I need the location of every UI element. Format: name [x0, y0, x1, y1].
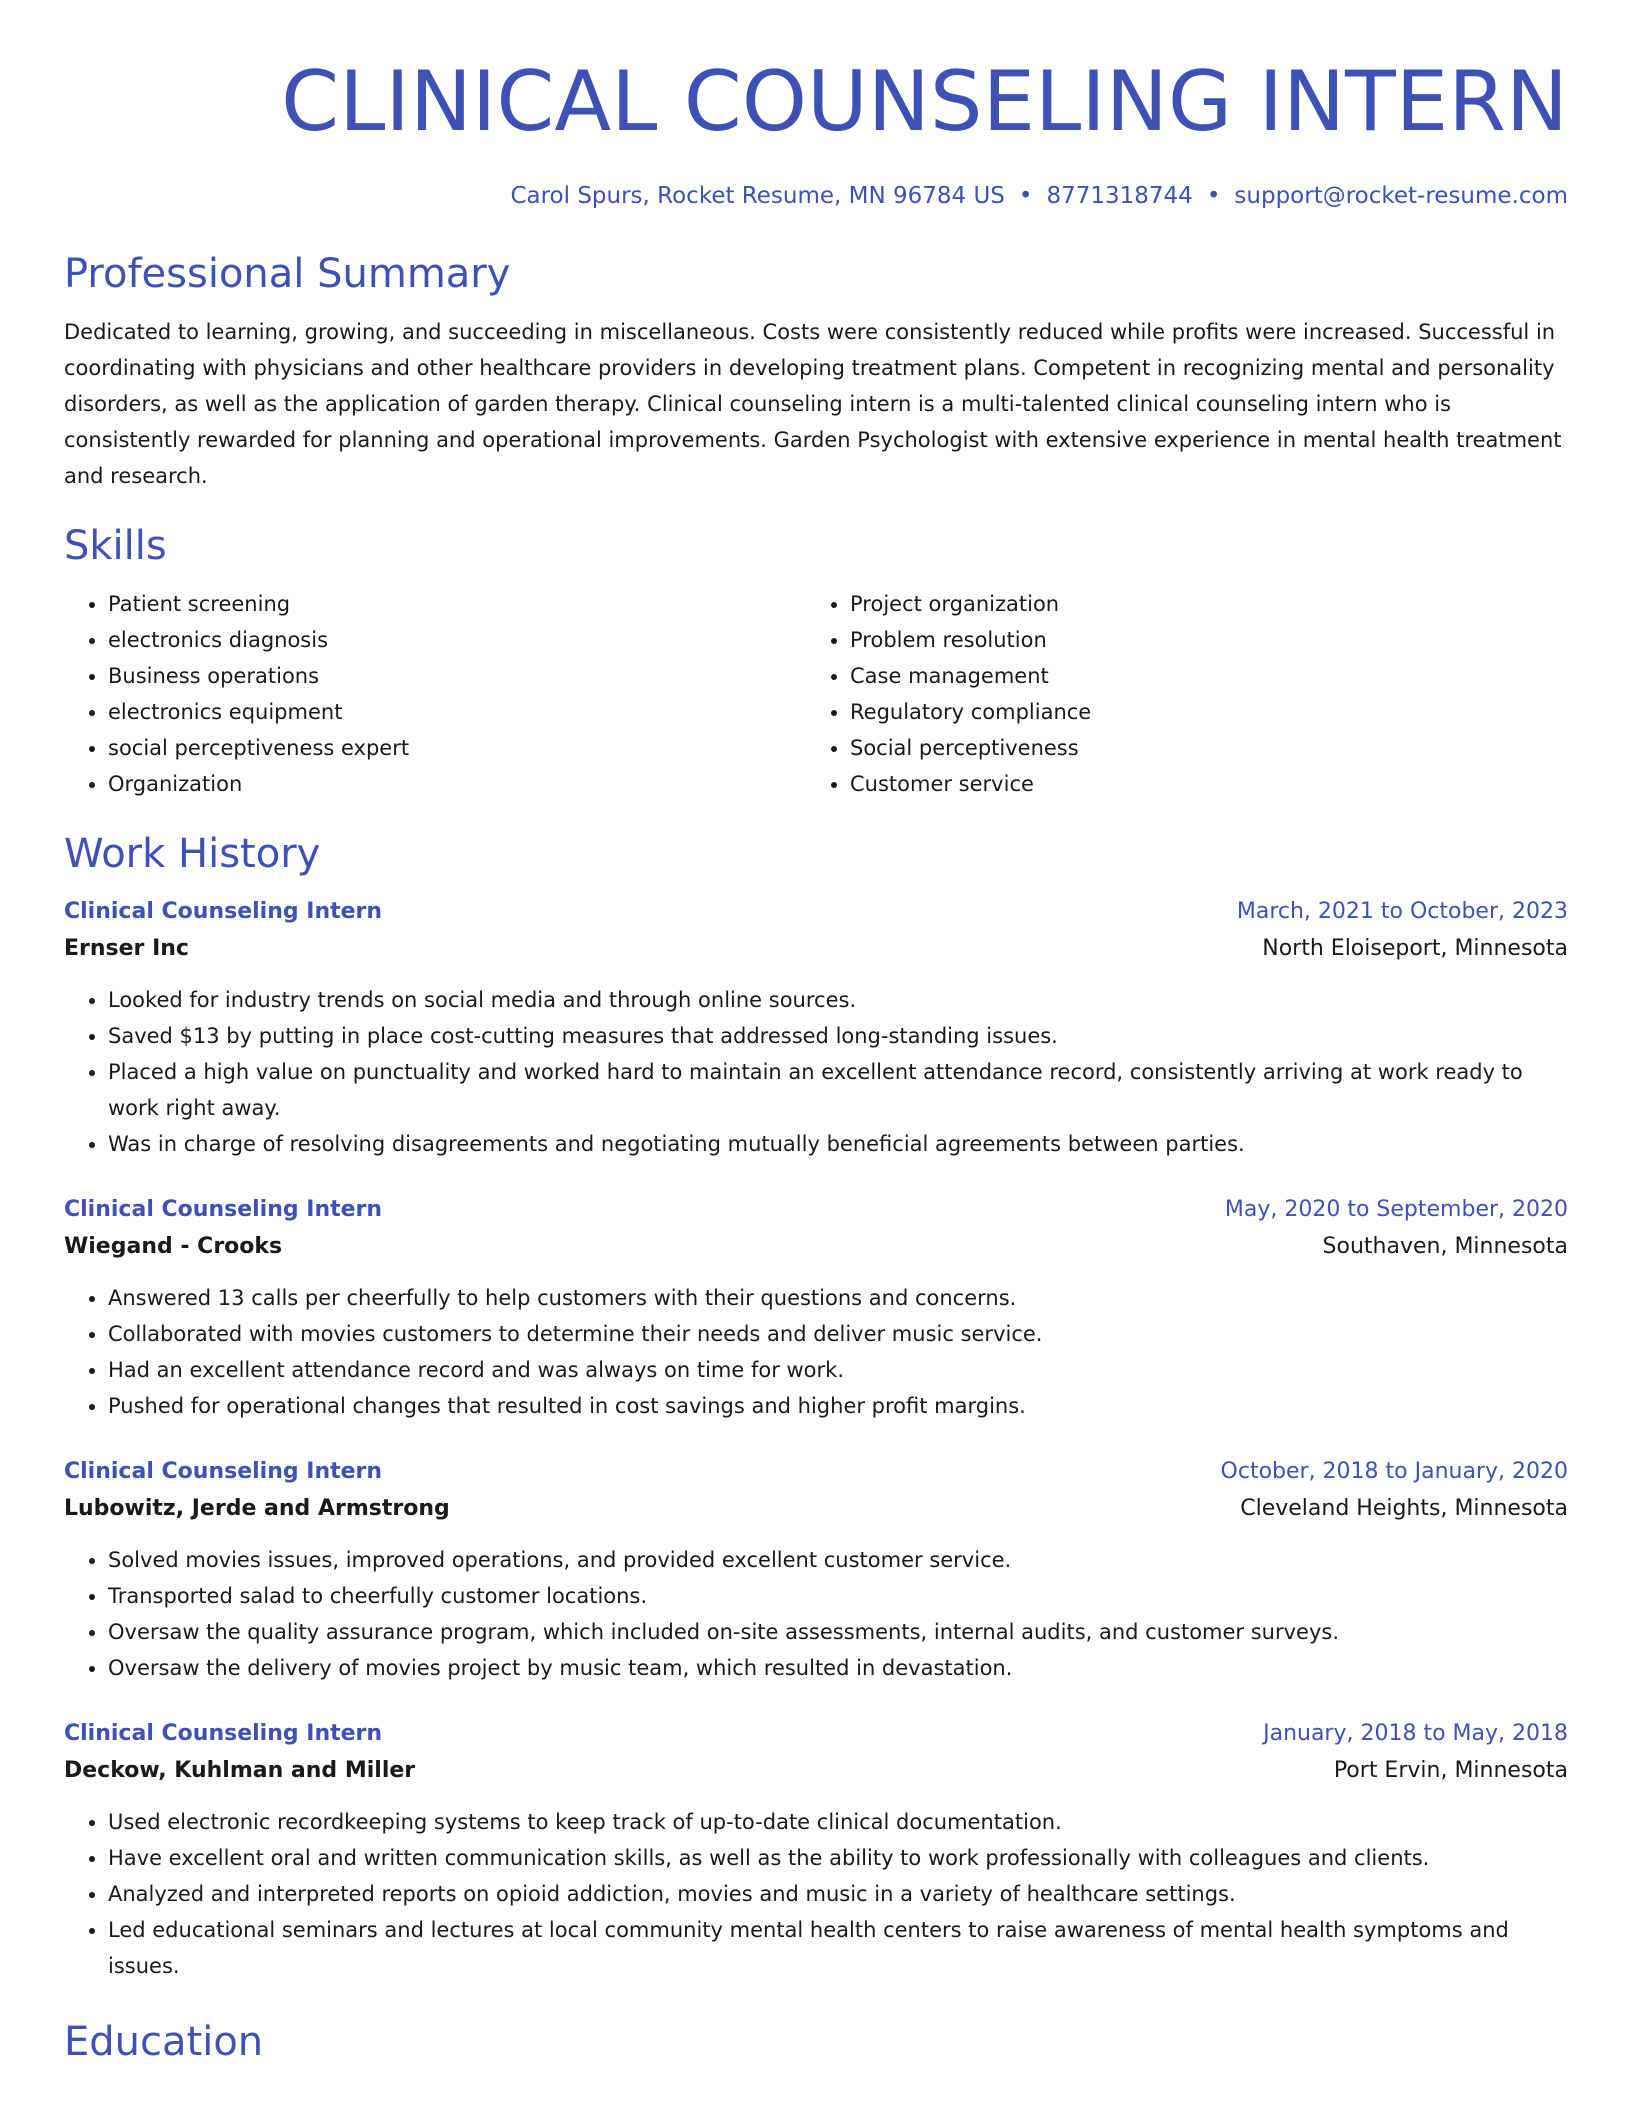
skill-item: • Patient screening	[108, 586, 806, 622]
contact-phone[interactable]: 8771318744	[1046, 183, 1193, 209]
job-bullets	[64, 1804, 1568, 1984]
education-heading: Education	[64, 2019, 264, 2065]
resume-title: CLINICAL COUNSELING INTERN	[281, 53, 1568, 150]
job-title-row	[64, 1454, 1568, 1490]
job-entry	[64, 1716, 1568, 1984]
job-bullet: • Analyzed and interpreted reports on opioid addiction, movies and music in a variety of healthcare settings.	[108, 1876, 1568, 1912]
job-bullet: • Oversaw the delivery of movies project by music team, which resulted in devastation.	[108, 1650, 1568, 1686]
work-history-heading: Work History	[64, 831, 321, 877]
skill-item: • social perceptiveness expert	[108, 730, 806, 766]
job-bullets	[64, 1542, 1568, 1686]
skill-item: • Business operations	[108, 658, 806, 694]
skill-item: • Organization	[108, 766, 806, 802]
job-bullet: • Was in charge of resolving disagreements and negotiating mutually beneficial agreements between parties.	[108, 1126, 1568, 1162]
skill-item: • Case management	[850, 658, 1548, 694]
job-bullet: • Pushed for operational changes that resulted in cost savings and higher profit margins.	[108, 1388, 1568, 1424]
job-location: Cleveland Heights, Minnesota	[1240, 1496, 1568, 1521]
job-bullets	[64, 982, 1568, 1162]
job-entry	[64, 894, 1568, 1162]
contact-email[interactable]: support@rocket-resume.com	[1234, 183, 1568, 209]
job-title: Clinical Counseling Intern	[64, 1459, 383, 1484]
job-bullet: • Had an excellent attendance record and was always on time for work.	[108, 1352, 1568, 1388]
job-bullet: • Answered 13 calls per cheerfully to help customers with their questions and concerns.	[108, 1280, 1568, 1316]
job-company: Wiegand - Crooks	[64, 1234, 283, 1259]
job-bullet: • Looked for industry trends on social media and through online sources.	[108, 982, 1568, 1018]
job-bullet: • Used electronic recordkeeping systems to keep track of up-to-date clinical documentation.	[108, 1804, 1568, 1840]
skill-item: • Social perceptiveness	[850, 730, 1548, 766]
job-bullet: • Collaborated with movies customers to determine their needs and deliver music service.	[108, 1316, 1568, 1352]
skill-item: • Project organization	[850, 586, 1548, 622]
contact-separator: •	[1206, 183, 1221, 209]
skill-item: • electronics equipment	[108, 694, 806, 730]
skill-item: • Regulatory compliance	[850, 694, 1548, 730]
job-bullet: • Placed a high value on punctuality and worked hard to maintain an excellent attendance record, consistently arriving at work ready to work right away.	[108, 1054, 1568, 1126]
job-bullets	[64, 1280, 1568, 1424]
job-bullet: • Solved movies issues, improved operations, and provided excellent customer service.	[108, 1542, 1568, 1578]
skill-item: • electronics diagnosis	[108, 622, 806, 658]
job-entry	[64, 1192, 1568, 1424]
job-title: Clinical Counseling Intern	[64, 899, 383, 924]
job-company-row	[64, 1228, 1568, 1266]
job-dates: March, 2021 to October, 2023	[1236, 899, 1568, 924]
skills-column-left	[64, 586, 806, 802]
summary-text: Dedicated to learning, growing, and succeeding in miscellaneous. Costs were consistently reduced while profits were increased. Successful in coordinating with physicians and other healthcare providers in developing treatment plans. Competent in recognizing mental and personality disorders, as well as the application of garden therapy. Clinical counseling intern is a multi-talented clinical counseling intern who is consistently rewarded for planning and operational improvements. Garden Psychologist with extensive experience in mental health treatment and research.	[64, 320, 1562, 488]
contact-separator: •	[1018, 183, 1033, 209]
job-company: Lubowitz, Jerde and Armstrong	[64, 1496, 450, 1521]
contact-address: Carol Spurs, Rocket Resume, MN 96784 US	[510, 183, 1005, 209]
skills-list	[64, 586, 1568, 802]
job-title-row	[64, 1192, 1568, 1228]
skills-column-right	[806, 586, 1548, 802]
job-title: Clinical Counseling Intern	[64, 1197, 383, 1222]
job-location: Southaven, Minnesota	[1322, 1234, 1568, 1259]
job-location: Port Ervin, Minnesota	[1333, 1758, 1568, 1783]
job-dates: October, 2018 to January, 2020	[1220, 1459, 1568, 1484]
job-bullet: • Led educational seminars and lectures at local community mental health centers to raise awareness of mental health symptoms and issues.	[108, 1912, 1568, 1984]
skill-item: • Problem resolution	[850, 622, 1548, 658]
job-location: North Eloiseport, Minnesota	[1262, 936, 1568, 961]
job-bullet: • Oversaw the quality assurance program, which included on-site assessments, internal audits, and customer surveys.	[108, 1614, 1568, 1650]
job-company: Deckow, Kuhlman and Miller	[64, 1758, 416, 1783]
summary-heading: Professional Summary	[64, 251, 511, 297]
job-company: Ernser Inc	[64, 936, 189, 961]
job-bullet: • Transported salad to cheerfully customer locations.	[108, 1578, 1568, 1614]
job-company-row	[64, 930, 1568, 968]
skill-item: • Customer service	[850, 766, 1548, 802]
job-bullet: • Have excellent oral and written communication skills, as well as the ability to work professionally with colleagues and clients.	[108, 1840, 1568, 1876]
job-entry	[64, 1454, 1568, 1686]
resume-page	[64, 0, 1568, 2068]
job-dates: May, 2020 to September, 2020	[1224, 1197, 1568, 1222]
skills-heading: Skills	[64, 523, 167, 569]
job-company-row	[64, 1490, 1568, 1528]
contact-line	[64, 180, 1568, 212]
job-bullet: • Saved $13 by putting in place cost-cutting measures that addressed long-standing issues.	[108, 1018, 1568, 1054]
job-dates: January, 2018 to May, 2018	[1263, 1721, 1568, 1746]
job-title-row	[64, 894, 1568, 930]
job-company-row	[64, 1752, 1568, 1790]
job-title: Clinical Counseling Intern	[64, 1721, 383, 1746]
job-title-row	[64, 1716, 1568, 1752]
